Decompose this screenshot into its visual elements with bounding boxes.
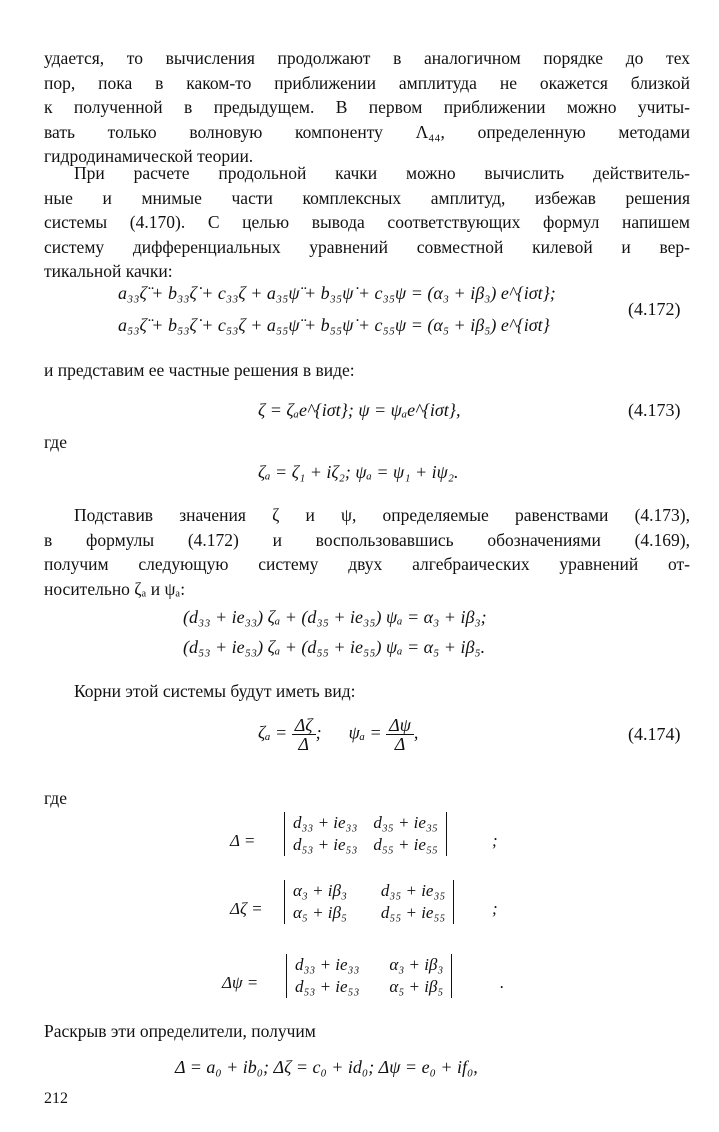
matrix-cell: d₃₃ + ie₃₃ bbox=[285, 812, 366, 834]
text-line: носительно ζₐ и ψₐ: bbox=[44, 578, 186, 599]
matrix-cell: α₅ + iβ₅ bbox=[381, 976, 451, 998]
separator: ; bbox=[315, 722, 322, 743]
matrix-cell: α₃ + iβ₃ bbox=[381, 954, 451, 976]
zeta-numerator: Δζ bbox=[292, 716, 316, 735]
matrix-cell: d₅₃ + ie₅₃ bbox=[285, 834, 366, 856]
psi-a-lhs: ψₐ = bbox=[348, 722, 382, 743]
matrix-cell: α₅ + iβ₅ bbox=[285, 902, 373, 924]
paragraph-6: Раскрыв эти определители, получим bbox=[44, 1021, 316, 1041]
algebraic-equation-1: (d₃₃ + ie₃₃) ζₐ + (d₃₅ + ie₃₅) ψₐ = α₃ + iβ₃; bbox=[183, 607, 487, 627]
text-line: тикальной качки: bbox=[44, 261, 173, 282]
determinant-end: ; bbox=[492, 899, 498, 918]
where-label-2: где bbox=[44, 788, 67, 808]
equation-4174 bbox=[258, 716, 418, 753]
text-line: к полученной в предыдущем. В первом приближении можно учиты- bbox=[44, 97, 690, 118]
equation-number-4173: (4.173) bbox=[628, 400, 681, 420]
where-label-1: где bbox=[44, 432, 67, 452]
final-equation: Δ = a₀ + ib₀; Δζ = c₀ + id₀; Δψ = e₀ + if₀, bbox=[175, 1057, 478, 1077]
equation-4172-line1: a₃₃ζ̈ + b₃₃ζ̇ + c₃₃ζ + a₃₅ψ̈ + b₃₅ψ̇ + c₃₅ψ = (α₃ + iβ₃) e^{iσt}; bbox=[118, 283, 556, 303]
psi-denominator: Δ bbox=[394, 734, 406, 754]
equation-4173: ζ = ζₐe^{iσt}; ψ = ψₐe^{iσt}, bbox=[258, 400, 461, 420]
text-line: пор, пока в каком-то приближении амплитуда не окажется близкой bbox=[44, 72, 690, 93]
page-number: 212 bbox=[44, 1090, 68, 1107]
text-line: Подставив значения ζ и ψ, определяемые равенствами (4.173), bbox=[74, 505, 690, 525]
text-line: вать только волновую компоненту Λ₄₄, определенную методами bbox=[44, 121, 690, 142]
end-mark: , bbox=[413, 722, 419, 743]
determinant-matrix bbox=[284, 880, 454, 924]
text-line: ные и мнимые части комплексных амплитуд, избежав решения bbox=[44, 187, 690, 208]
zeta-a-lhs: ζₐ = bbox=[258, 722, 288, 743]
determinant-end: ; bbox=[492, 831, 498, 850]
determinant-delta-psi bbox=[222, 954, 505, 998]
matrix-cell: d₃₃ + ie₃₃ bbox=[287, 954, 382, 976]
matrix-cell: d₅₃ + ie₅₃ bbox=[287, 976, 382, 998]
determinant-lhs: Δζ = bbox=[230, 899, 263, 918]
psi-numerator: Δψ bbox=[386, 716, 414, 735]
determinant-delta-zeta bbox=[230, 880, 498, 924]
zeta-denominator: Δ bbox=[298, 734, 309, 754]
matrix-cell: d₃₅ + ie₃₅ bbox=[373, 880, 454, 902]
equation-number-4172: (4.172) bbox=[628, 299, 681, 319]
text-line: При расчете продольной качки можно вычислить действитель- bbox=[74, 163, 690, 183]
determinant-delta bbox=[230, 812, 498, 856]
zeta-fraction bbox=[292, 716, 316, 753]
text-line: системы (4.170). С целью вывода соответствующих формул напишем bbox=[44, 212, 690, 233]
paragraph-2 bbox=[44, 161, 690, 284]
paragraph-4 bbox=[44, 503, 690, 601]
matrix-cell: d₅₅ + ie₅₅ bbox=[373, 902, 454, 924]
text-line: в формулы (4.172) и воспользовавшись обозначениями (4.169), bbox=[44, 529, 690, 550]
text-line: получим следующую систему двух алгебраических уравнений от- bbox=[44, 554, 690, 575]
paragraph-5: Корни этой системы будут иметь вид: bbox=[74, 681, 356, 701]
equation-where-1: ζₐ = ζ₁ + iζ₂; ψₐ = ψ₁ + iψ₂. bbox=[258, 462, 459, 482]
psi-fraction bbox=[386, 716, 414, 753]
paragraph-3: и представим ее частные решения в виде: bbox=[44, 360, 355, 380]
algebraic-equation-2: (d₅₃ + ie₅₃) ζₐ + (d₅₅ + ie₅₅) ψₐ = α₅ + iβ₅. bbox=[183, 637, 486, 657]
determinant-end: . bbox=[500, 973, 505, 992]
paragraph-1 bbox=[44, 46, 690, 169]
determinant-matrix bbox=[284, 812, 447, 856]
determinant-lhs: Δψ = bbox=[222, 973, 259, 992]
matrix-cell: d₃₅ + ie₃₅ bbox=[365, 812, 446, 834]
text-line: систему дифференциальных уравнений совместной килевой и вер- bbox=[44, 236, 690, 257]
determinant-lhs: Δ = bbox=[230, 831, 256, 850]
determinant-matrix bbox=[286, 954, 452, 998]
matrix-cell: α₃ + iβ₃ bbox=[285, 880, 373, 902]
equation-number-4174: (4.174) bbox=[628, 724, 681, 744]
text-line: гидродинамической теории. bbox=[44, 146, 254, 167]
matrix-cell: d₅₅ + ie₅₅ bbox=[365, 834, 446, 856]
text-line: удается, то вычисления продолжают в аналогичном порядке до тех bbox=[44, 48, 690, 68]
equation-4172-line2: a₅₃ζ̈ + b₅₃ζ̇ + c₅₃ζ + a₅₅ψ̈ + b₅₅ψ̇ + c₅₅ψ = (α₅ + iβ₅) e^{iσt} bbox=[118, 315, 550, 335]
